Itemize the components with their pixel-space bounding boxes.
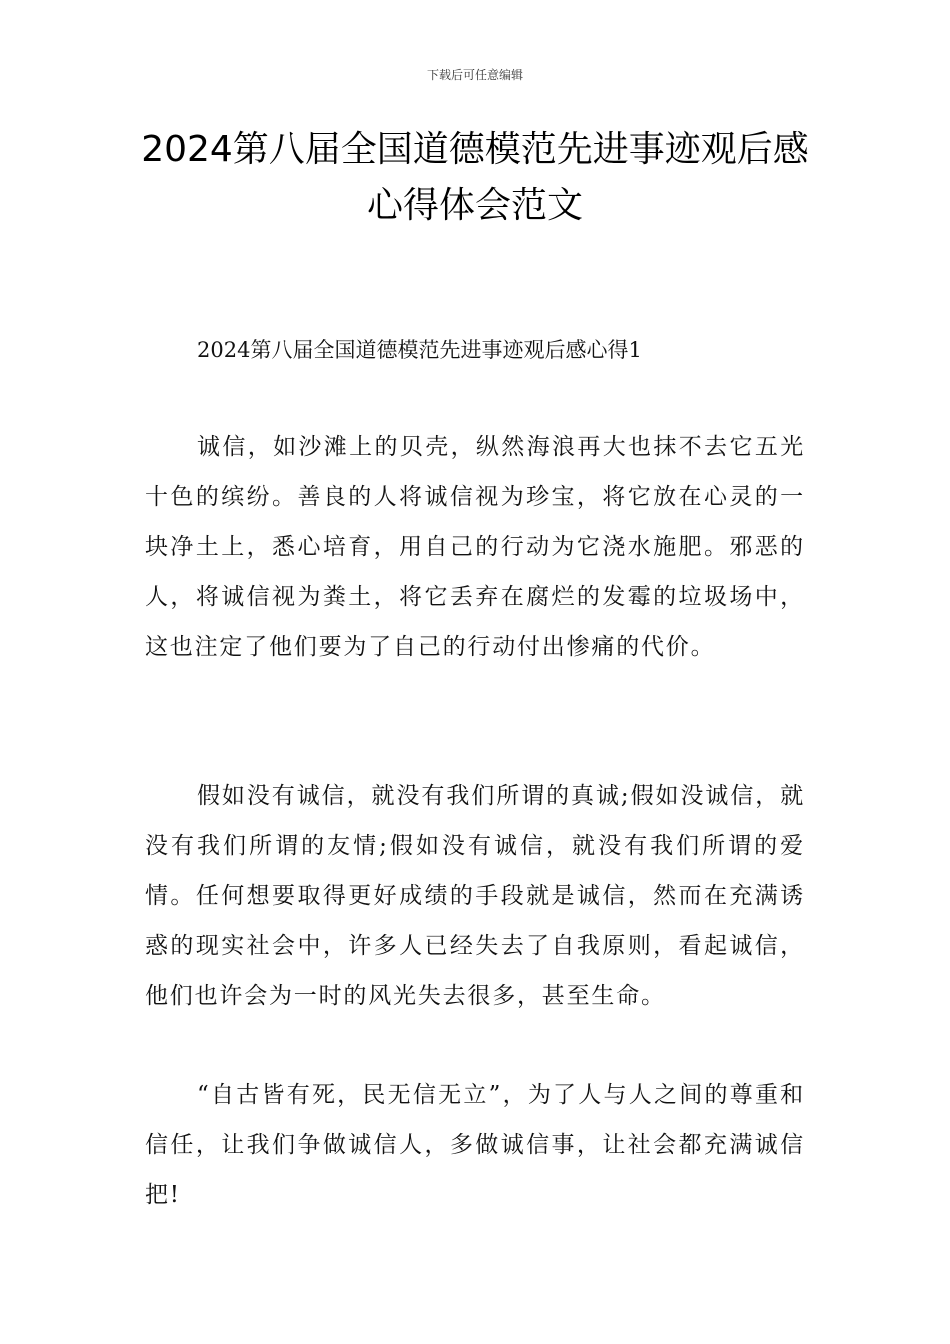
header-note: 下载后可任意编辑 bbox=[426, 68, 523, 82]
body-paragraph-1: 诚信，如沙滩上的贝壳，纵然海浪再大也抹不去它五光十色的缤纷。善良的人将诚信视为珍宝，将它放在心灵的一块净土上，悉心培育，用自己的行动为它浇水施肥。邪恶的人，将诚信视为粪土，将它丢弃在腐烂的发霉的垃圾场中，这也注定了他们要为了自己的行动付出惨痛的代价。 bbox=[145, 434, 805, 660]
document-title: 2024第八届全国道德模范先进事迹观后感心得体会范文 bbox=[141, 129, 809, 226]
section-subtitle: 2024第八届全国道德模范先进事迹观后感心得1 bbox=[197, 338, 642, 362]
body-paragraph-2: 假如没有诚信，就没有我们所谓的真诚;假如没诚信，就没有我们所谓的友情;假如没有诚信，就没有我们所谓的爱情。任何想要取得更好成绩的手段就是诚信，然而在充满诱惑的现实社会中，许多人已经失去了自我原则，看起诚信，他们也许会为一时的风光失去很多，甚至生命。 bbox=[145, 783, 805, 1009]
body-paragraph-3: “自古皆有死，民无信无立”，为了人与人之间的尊重和信任，让我们争做诚信人，多做诚信事，让社会都充满诚信把! bbox=[145, 1082, 805, 1208]
